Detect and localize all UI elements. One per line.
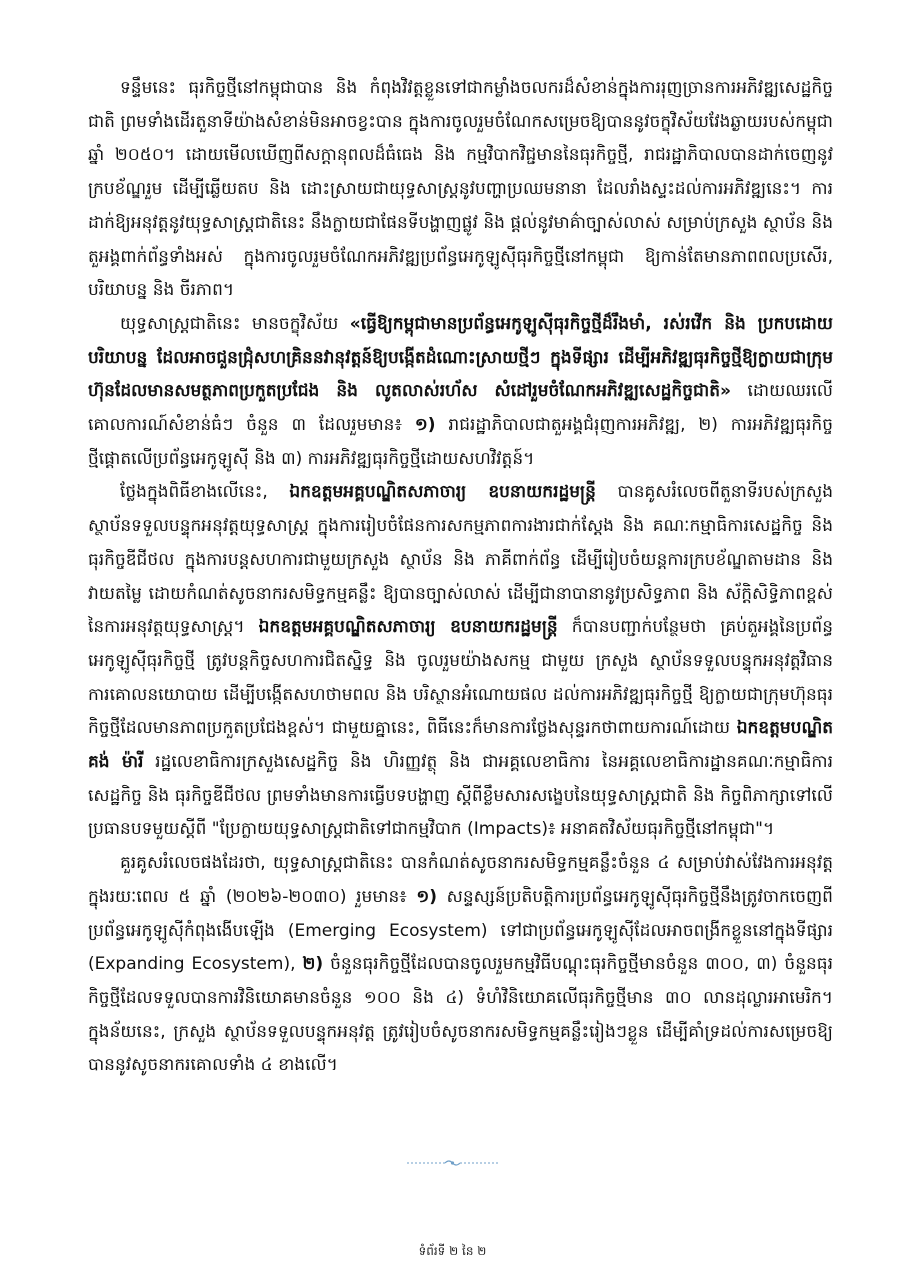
bold-text-segment: ឯកឧត្តមអគ្គបណ្ឌិតសភាចារ្យ ឧបនាយករដ្ឋមន្ត្រី	[258, 617, 558, 638]
bold-text-segment: «ធ្វើឱ្យកម្ពុជាមានប្រព័ន្ធអេកូឡូស៊ីធុរកិច្ចថ្មីដ៏រឹងមាំ, រស់រវើក និង ប្រកបដោយបរិយាបន្ន ដែលអាចជួនជ្រុំសហគ្រិននវានុវត្តន៍ឱ្យបង្កើតដំណោះស្រាយថ្មីៗ ក្នុងទីផ្សារ ដើម្បីអភិវឌ្ឍធុរកិច្ចថ្មីឱ្យក្លាយជាក្រុមហ៊ុនដែលមានសមត្ថភាពប្រកួតប្រជែង និង លូតលាស់រហ័ស សំដៅរួមចំណែកអភិវឌ្ឍសេដ្ឋកិច្ចជាតិ»	[88, 313, 833, 402]
paragraph	[88, 308, 833, 477]
text-segment: យុទ្ធសាស្ត្រជាតិនេះ មានចក្ខុវិស័យ	[120, 313, 350, 334]
paragraph	[88, 476, 833, 847]
text-segment: ថ្លែងក្នុងពិធីខាងលើនេះ,	[120, 482, 290, 503]
text-segment: សន្ទស្សន៍ប្រតិបត្តិការប្រព័ន្ធអេកូឡូស៊ីធុរកិច្ចថ្មីនឹងត្រូវចាកចេញពី ប្រព័ន្ធអេកូឡូស៊ីកំពុងងើបឡើង (Emerging Ecosystem) ទៅជាប្រព័ន្ធអេកូឡូស៊ីដែលអាចពង្រីកខ្លួននៅក្នុងទីផ្សារ (Expanding Ecosystem),	[88, 886, 833, 975]
bold-text-segment: ១)	[414, 415, 436, 436]
text-segment: ចំនួនធុរកិច្ចថ្មីដែលបានចូលរួមកម្មវិធីបណ្តុះធុរកិច្ចថ្មីមានចំនួន ៣០០, ៣) ចំនួនធុរកិច្ចថ្មីដែលទទួលបានការវិនិយោគមានចំនួន ១០០ និង ៤) ទំហំវិនិយោគលើធុរកិច្ចថ្មីមាន ៣០ លានដុល្លារអាមេរិក។ ក្នុងន័យនេះ, ក្រសួង ស្ថាប័នទទួលបន្ទុកអនុវត្ត ត្រូវរៀបចំសូចនាករសមិទ្ធកម្មគន្លឹះរៀងៗខ្លួន ដើម្បីគាំទ្រដល់ការសម្រេចឱ្យបាននូវសូចនាករគោលទាំង ៤ ខាងលើ។	[88, 954, 833, 1076]
bold-text-segment: ឯកឧត្តមបណ្ឌិត គង់ ម៉ារី	[88, 718, 833, 773]
divider-ornament-icon	[405, 1157, 500, 1169]
bold-text-segment: ២)	[302, 954, 324, 975]
paragraph	[88, 847, 833, 1083]
article-body	[88, 72, 833, 1083]
text-segment: ទន្ទឹមនេះ ធុរកិច្ចថ្មីនៅកម្ពុជាបាន និង កំពុងវិវត្តខ្លួនទៅជាកម្លាំងចលករដ៏សំខាន់ក្នុងការរុញច្រានការអភិវឌ្ឍសេដ្ឋកិច្ចជាតិ ព្រមទាំងដើរតួនាទីយ៉ាងសំខាន់មិនអាចខ្វះបាន ក្នុងការចូលរួមចំណែកសម្រេចឱ្យបាននូវចក្ខុវិស័យវែងឆ្ងាយរបស់កម្ពុជា ឆ្នាំ ២០៥០។ ដោយមើលឃើញពីសក្តានុពលដ៏ធំធេង និង កម្មវិបាកវិជ្ជមាននៃធុរកិច្ចថ្មី, រាជរដ្ឋាភិបាលបានដាក់ចេញនូវក្របខ័ណ្ឌរួម ដើម្បីឆ្លើយតប និង ដោះស្រាយជាយុទ្ធសាស្ត្រនូវបញ្ហាប្រឈមនានា ដែលរាំងស្ទះដល់ការអភិវឌ្ឍនេះ។ ការដាក់ឱ្យអនុវត្តនូវយុទ្ធសាស្ត្រជាតិនេះ នឹងក្លាយជាផែនទីបង្ហាញផ្លូវ និង ផ្តល់នូវមាគ៌ាច្បាស់លាស់ សម្រាប់ក្រសួង ស្ថាប័ន និង តួអង្គពាក់ព័ន្ធទាំងអស់ ក្នុងការចូលរួមចំណែកអភិវឌ្ឍប្រព័ន្ធអេកូឡូស៊ីធុរកិច្ចថ្មីនៅកម្ពុជា ឱ្យកាន់តែមានភាពពលប្រសើរ, បរិយាបន្ន និង ចីរភាព។	[88, 78, 833, 301]
text-segment: ដោយឈរលើគោលការណ៍សំខាន់ធំៗ ចំនួន ៣ ដែលរួមមាន៖	[88, 381, 833, 436]
text-segment: រាជរដ្ឋាភិបាលជាតួអង្គជំរុញការអភិវឌ្ឍ, ២) ការអភិវឌ្ឍធុរកិច្ចថ្មីផ្តោតលើប្រព័ន្ធអេកូឡូស៊ី និង ៣) ការអភិវឌ្ឍធុរកិច្ចថ្មីដោយសហវិវត្តន៍។	[88, 415, 833, 469]
text-segment: រដ្ឋលេខាធិការក្រសួងសេដ្ឋកិច្ច និង ហិរញ្ញវត្ថុ និង ជាអគ្គលេខាធិការ នៃអគ្គលេខាធិការដ្ឋានគណៈកម្មាធិការសេដ្ឋកិច្ច និង ធុរកិច្ចឌីជីថល ព្រមទាំងមានការធ្វើបទបង្ហាញ ស្តីពីខ្លឹមសារសង្ខេបនៃយុទ្ធសាស្ត្រជាតិ និង កិច្ចពិភាក្សាទៅលើប្រធានបទមួយស្តីពី "ប្រែក្លាយយុទ្ធសាស្ត្រជាតិទៅជាកម្មវិបាក (Impacts)៖ អនាគតវិស័យធុរកិច្ចថ្មីនៅកម្ពុជា"។	[88, 752, 833, 840]
bold-text-segment: ១)	[416, 886, 438, 907]
page-number: ទំព័រទី ២ នៃ ២	[418, 1244, 487, 1258]
text-segment: ក៏បានបញ្ជាក់បន្ថែមថា គ្រប់តួអង្គនៃប្រព័ន្ធអេកូឡូស៊ីធុរកិច្ចថ្មី ត្រូវបន្តកិច្ចសហការជិតស្និទ្ធ និង ចូលរួមយ៉ាងសកម្ម ជាមួយ ក្រសួង ស្ថាប័នទទួលបន្ទុកអនុវត្តវិធានការគោលនយោបាយ ដើម្បីបង្កើតសហថាមពល និង បរិស្ថានអំណោយផល ដល់ការអភិវឌ្ឍធុរកិច្ចថ្មី ឱ្យក្លាយជាក្រុមហ៊ុនធុរកិច្ចថ្មីដែលមានភាពប្រកួតប្រជែងខ្ពស់។ ជាមួយគ្នានេះ, ពិធីនេះក៏មានការថ្លែងសុន្ទរកថាពាយការណ៍ដោយ	[88, 617, 833, 739]
text-segment: បានគូសរំលេចពីតួនាទីរបស់ក្រសួង ស្ថាប័នទទួលបន្ទុកអនុវត្តយុទ្ធសាស្ត្រ ក្នុងការរៀបចំផែនការសកម្មភាពការងារជាក់ស្តែង និង គណៈកម្មាធិការសេដ្ឋកិច្ច និង ធុរកិច្ចឌីជីថល ក្នុងការបន្តសហការជាមួយក្រសួង ស្ថាប័ន និង ភាគីពាក់ព័ន្ធ ដើម្បីរៀបចំយន្តការក្របខ័ណ្ឌតាមដាន និង វាយតម្លៃ ដោយកំណត់សូចនាករសមិទ្ធកម្មគន្លឹះ ឱ្យបានច្បាស់លាស់ ដើម្បីជានាបានានូវប្រសិទ្ធភាព និង ស័ក្តិសិទ្ធិភាពខ្ពស់នៃការអនុវត្តយុទ្ធសាស្ត្រ។	[88, 482, 833, 638]
text-segment: គួរគូសរំលេចផងដែរថា, យុទ្ធសាស្ត្រជាតិនេះ បានកំណត់សូចនាករសមិទ្ធកម្មគន្លឹះចំនួន ៤ សម្រាប់វាស់វែងការអនុវត្តក្នុងរយៈពេល ៥ ឆ្នាំ (២០២៦-២០៣០) រួមមាន៖	[88, 853, 833, 907]
bold-text-segment: ឯកឧត្តមអគ្គបណ្ឌិតសភាចារ្យ ឧបនាយករដ្ឋមន្ត្រី	[289, 482, 596, 503]
paragraph	[88, 72, 833, 308]
